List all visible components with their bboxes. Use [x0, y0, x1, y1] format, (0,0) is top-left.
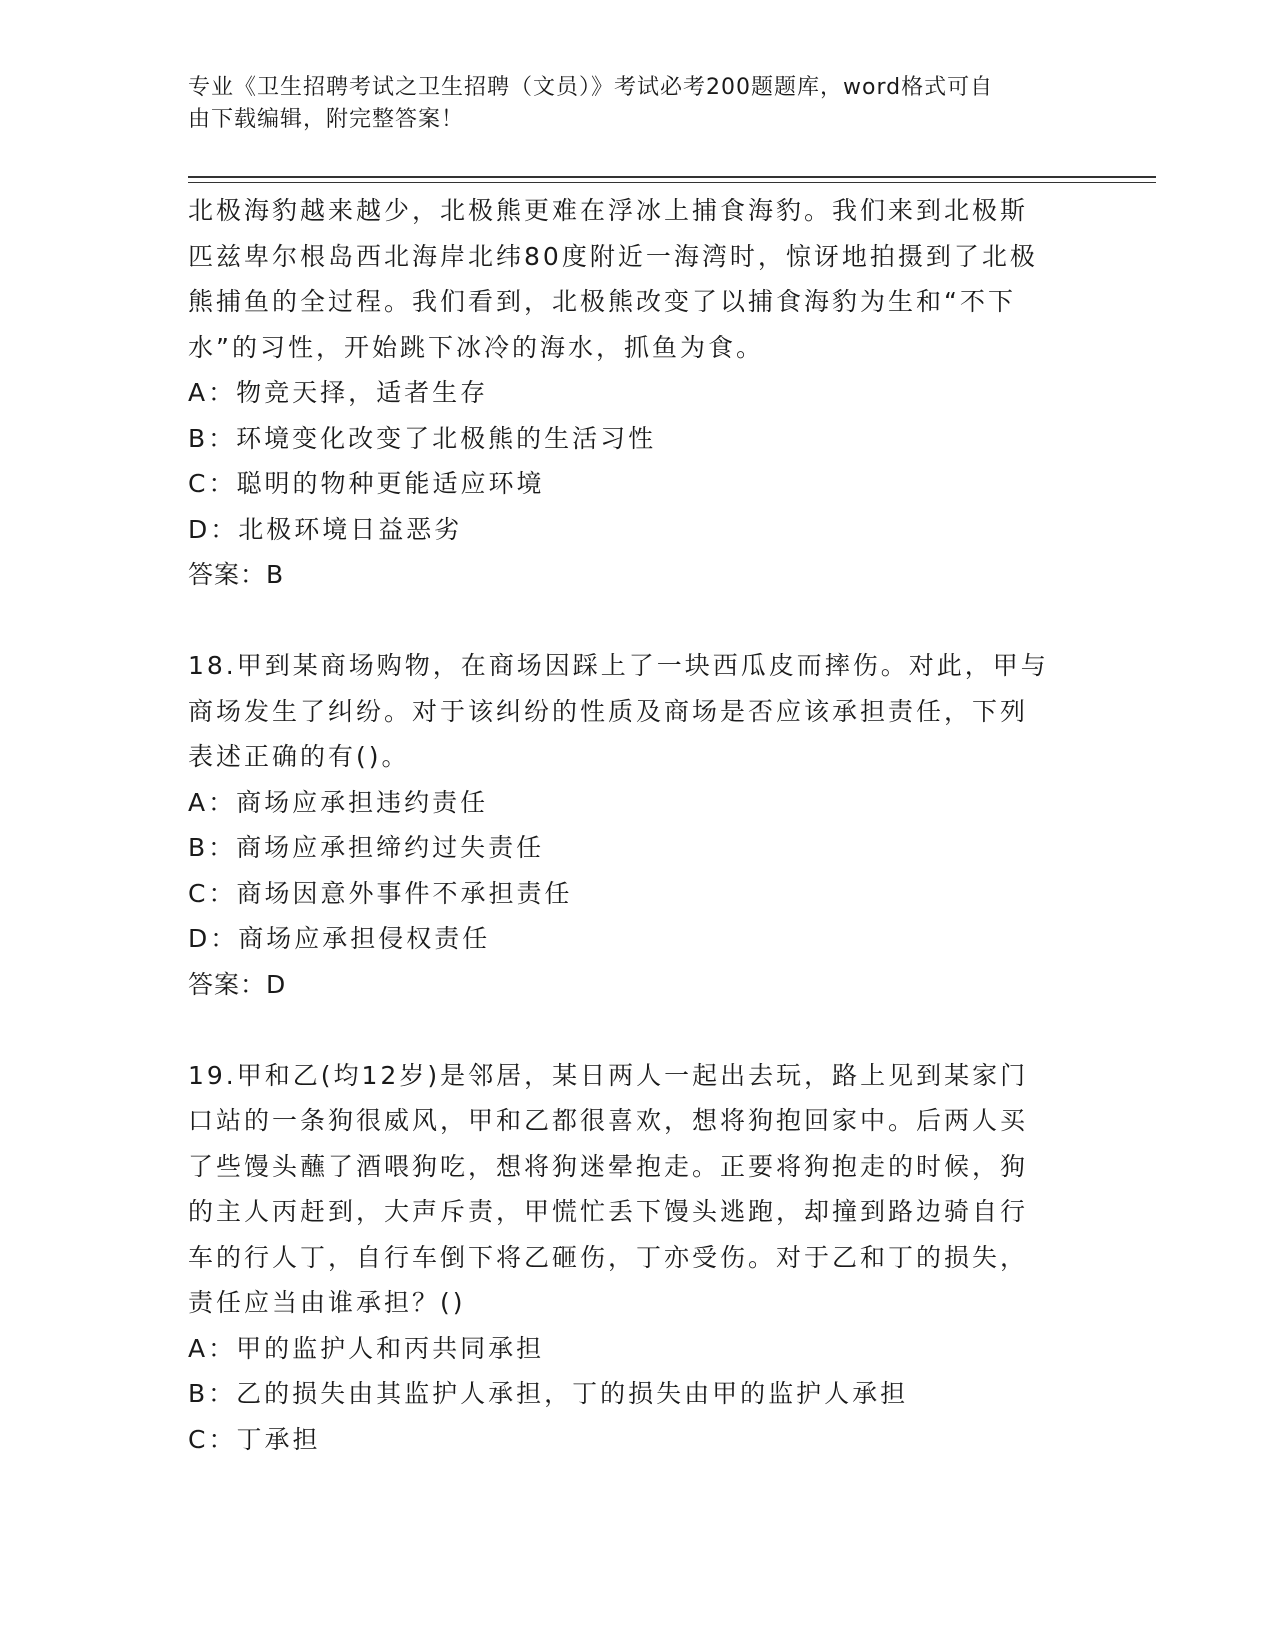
option-d: D：商场应承担侵权责任	[188, 924, 491, 953]
option-b: B：乙的损失由其监护人承担，丁的损失由甲的监护人承担	[188, 1379, 909, 1408]
answer-line: 答案：B	[188, 560, 285, 589]
option-c: C：聪明的物种更能适应环境	[188, 469, 545, 498]
question-stem-line: 了些馒头蘸了酒喂狗吃，想将狗迷晕抱走。正要将狗抱走的时候，狗	[188, 1151, 1029, 1181]
answer-line: 答案：D	[188, 969, 287, 999]
option-c: C：商场因意外事件不承担责任	[188, 878, 573, 908]
option-a: A：物竞天择，适者生存	[188, 378, 489, 407]
header-line-2: 由下载编辑，附完整答案！	[188, 107, 465, 132]
document-header	[188, 72, 1068, 136]
spacer	[188, 598, 1068, 644]
option-b: B：商场应承担缔约过失责任	[188, 833, 545, 862]
question-stem-line: 北极海豹越来越少，北极熊更难在浮冰上捕食海豹。我们来到北极斯	[188, 196, 1029, 225]
header-rule-thin	[188, 182, 1156, 183]
spacer	[188, 1007, 1068, 1053]
question-stem-line: 口站的一条狗很威风，甲和乙都很喜欢，想将狗抱回家中。后两人买	[188, 1106, 1029, 1135]
question-stem-line: 车的行人丁，自行车倒下将乙砸伤，丁亦受伤。对于乙和丁的损失，	[188, 1242, 1029, 1272]
question-stem-line: 匹兹卑尔根岛西北海岸北纬80度附近一海湾时，惊讶地拍摄到了北极	[188, 241, 1038, 271]
option-a: A：商场应承担违约责任	[188, 787, 489, 817]
option-b: B：环境变化改变了北极熊的生活习性	[188, 423, 657, 453]
question-stem-line: 熊捕鱼的全过程。我们看到，北极熊改变了以捕食海豹为生和“不下	[188, 287, 1016, 316]
question-stem-line: 18.甲到某商场购物，在商场因踩上了一块西瓜皮而摔伤。对此，甲与	[188, 651, 1049, 680]
option-a: A：甲的监护人和丙共同承担	[188, 1333, 545, 1363]
header-rule-thick	[188, 176, 1156, 178]
question-17	[188, 188, 1068, 598]
question-stem-line: 的主人丙赶到，大声斥责，甲慌忙丢下馒头逃跑，却撞到路边骑自行	[188, 1197, 1029, 1226]
question-stem-line: 责任应当由谁承担？()	[188, 1288, 466, 1317]
question-stem-line: 商场发生了纠纷。对于该纠纷的性质及商场是否应该承担责任，下列	[188, 696, 1029, 726]
header-line-1: 专业《卫生招聘考试之卫生招聘（文员）》考试必考200题题库，word格式可自	[188, 75, 994, 100]
document-content	[188, 188, 1068, 1462]
option-c: C：丁承担	[188, 1424, 321, 1454]
question-18	[188, 643, 1068, 1007]
question-stem-line: 19.甲和乙(均12岁)是邻居，某日两人一起出去玩，路上见到某家门	[188, 1060, 1029, 1090]
question-stem-line: 表述正确的有()。	[188, 742, 410, 771]
question-stem-line: 水”的习性，开始跳下冰冷的海水，抓鱼为食。	[188, 332, 764, 362]
option-d: D：北极环境日益恶劣	[188, 514, 463, 544]
question-19	[188, 1053, 1068, 1463]
